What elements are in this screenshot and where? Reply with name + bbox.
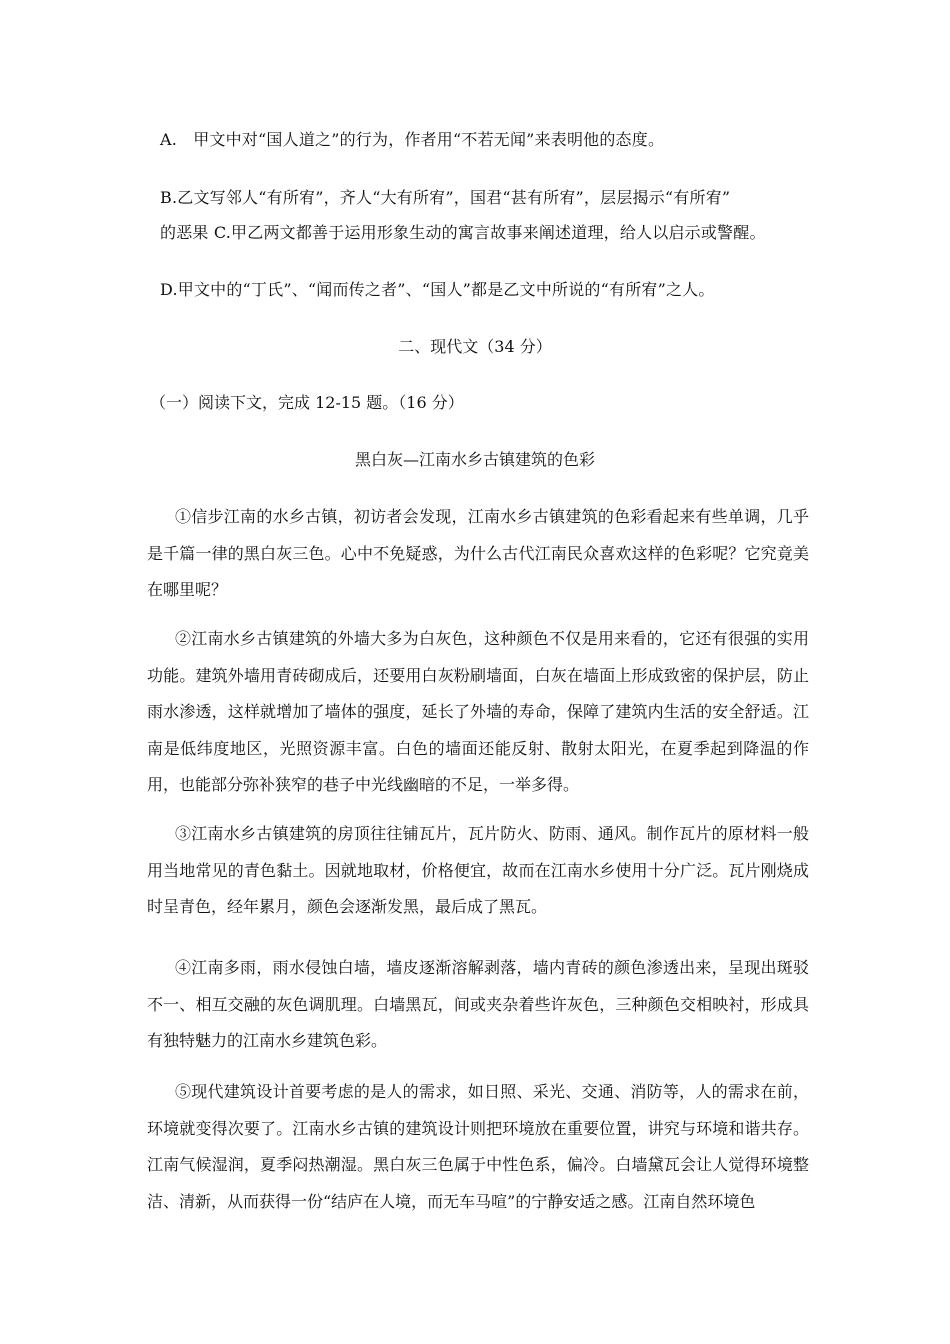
article-title: 黑白灰—江南水乡古镇建筑的色彩 [354, 450, 595, 469]
section-subheading: （一）阅读下文，完成 12-15 题。（16 分） [150, 393, 464, 412]
option-b-line-2: 的恶果 C.甲乙两文都善于运用形象生动的寓言故事来阐述道理，给人以启示或警醒。 [160, 223, 766, 242]
article-paragraph-3: ③江南水乡古镇建筑的房顶往往铺瓦片，瓦片防火、防雨、通风。制作瓦片的原材料一般用当地常见的青色黏土。因就地取材，价格便宜，故而在江南水乡使用十分广泛。瓦片刚烧成时呈青色，经年累月，颜色会逐渐发黑，最后成了黑瓦。 [147, 824, 809, 916]
option-d: D.甲文中的“丁氏”、“闻而传之者”、“国人”都是乙文中所说的“有所宥”之人。 [160, 280, 715, 299]
article-paragraph-4: ④江南多雨，雨水侵蚀白墙，墙皮逐渐溶解剥落，墙内青砖的颜色渗透出来，呈现出斑驳不一、相互交融的灰色调肌理。白墙黑瓦，间或夹杂着些许灰色，三种颜色交相映衬，形成具有独特魅力的江南水乡建筑色彩。 [147, 958, 809, 1050]
option-a: A. 甲文中对“国人道之”的行为，作者用“不若无闻”来表明他的态度。 [160, 130, 665, 149]
article-paragraph-2: ②江南水乡古镇建筑的外墙大多为白灰色，这种颜色不仅是用来看的，它还有很强的实用功能。建筑外墙用青砖砌成后，还要用白灰粉刷墙面，白灰在墙面上形成致密的保护层，防止雨水渗透，这样就增加了墙体的强度，延长了外墙的寿命，保障了建筑内生活的安全舒适。江南是低纬度地区，光照资源丰富。白色的墙面还能反射、散射太阳光，在夏季起到降温的作用，也能部分弥补狭窄的巷子中光线幽暗的不足，一举多得。 [147, 629, 809, 794]
option-b-line-1: B.乙文写邻人“有所宥”，齐人“大有所宥”，国君“甚有所宥”，层层揭示“有所宥” [160, 188, 731, 207]
article-paragraph-1: ①信步江南的水乡古镇，初访者会发现，江南水乡古镇建筑的色彩看起来有些单调，几乎是千篇一律的黑白灰三色。心中不免疑惑，为什么古代江南民众喜欢这样的色彩呢？它究竟美在哪里呢？ [147, 507, 809, 599]
article-paragraph-5: ⑤现代建筑设计首要考虑的是人的需求，如日照、采光、交通、消防等，人的需求在前，环境就变得次要了。江南水乡古镇的建筑设计则把环境放在重要位置，讲究与环境和谐共存。江南气候湿润，夏季闷热潮湿。黑白灰三色属于中性色系，偏冷。白墙黛瓦会让人觉得环境整洁、清新，从而获得一份“结庐在人境，而无车马喧”的宁静安适之感。江南自然环境色 [147, 1082, 809, 1211]
section-title: 二、现代文（34 分） [398, 337, 552, 356]
